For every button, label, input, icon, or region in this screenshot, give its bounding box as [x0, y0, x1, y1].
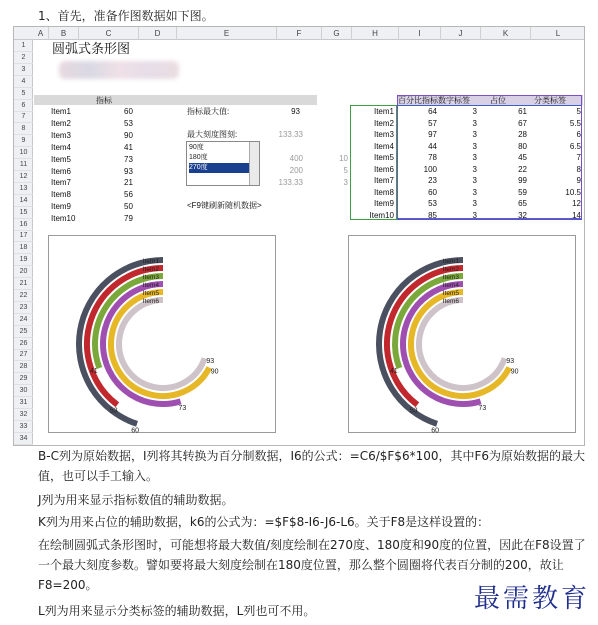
right-item-name[interactable]: Item5: [373, 153, 394, 162]
label-helper-value[interactable]: 3: [472, 107, 477, 116]
category-label: Item2: [442, 266, 459, 273]
right-item-name[interactable]: Item9: [373, 199, 394, 208]
list-option-selected[interactable]: 270度: [189, 163, 249, 173]
paragraph: L列为用来显示分类标签的辅助数据，L列也可不用。: [38, 604, 316, 618]
percent-value[interactable]: 60: [428, 187, 437, 197]
row-header[interactable]: 24: [14, 314, 33, 326]
row-header[interactable]: 14: [14, 195, 33, 207]
percent-value[interactable]: 57: [428, 118, 437, 128]
row-header[interactable]: 23: [14, 302, 33, 314]
column-header[interactable]: L: [531, 27, 585, 40]
column-header[interactable]: K: [481, 27, 531, 40]
item-name[interactable]: Item10: [51, 214, 76, 224]
column-header[interactable]: A: [33, 27, 49, 40]
item-name[interactable]: Item2: [51, 118, 72, 128]
f-value[interactable]: 133.33: [278, 178, 303, 187]
value-label: 93: [206, 358, 215, 366]
row-header[interactable]: 16: [14, 219, 33, 231]
percent-value[interactable]: 85: [428, 210, 437, 220]
category-label-value[interactable]: 5.5: [569, 118, 581, 128]
category-label: Item3: [142, 274, 159, 281]
category-label: Item1: [142, 258, 159, 265]
category-label: Item3: [442, 274, 459, 281]
refresh-note[interactable]: <F9键刷新随机数据>: [187, 201, 262, 210]
item-value[interactable]: 56: [124, 190, 133, 200]
placeholder-value[interactable]: 22: [518, 164, 527, 174]
row-header[interactable]: 2: [14, 52, 33, 64]
radial-chart-svg: [49, 236, 277, 434]
row-header[interactable]: 12: [14, 171, 33, 183]
row-header[interactable]: 18: [14, 242, 33, 254]
placeholder-value[interactable]: 80: [518, 141, 527, 151]
column-header[interactable]: E: [177, 27, 277, 40]
value-label: 90: [210, 368, 219, 376]
placeholder-value[interactable]: 65: [518, 199, 527, 208]
row-header[interactable]: 11: [14, 159, 33, 171]
intro-text: 1、首先，准备作图数据如下图。: [38, 9, 214, 23]
percent-value[interactable]: 64: [428, 107, 437, 116]
right-item-name[interactable]: Item7: [373, 176, 394, 185]
category-label-value[interactable]: 12: [572, 199, 581, 208]
item-value[interactable]: 90: [124, 130, 133, 140]
row-header[interactable]: 17: [14, 230, 33, 242]
percent-value[interactable]: 53: [428, 199, 437, 208]
item-name[interactable]: Item4: [51, 142, 72, 152]
item-value[interactable]: 93: [124, 166, 133, 176]
paragraph: 在绘制圆弧式条形图时，可能想将最大数值/刻度绘制在270度、180度和90度的位置，因此在F8设置了一个最大刻度参数。譬如要将最大刻度绘制在180度位置，那么整个圆圈将代表百分制的200，故让F8=200。: [38, 538, 586, 592]
degree-listbox[interactable]: [186, 141, 260, 186]
arc-series-item6: [419, 300, 505, 388]
right-header-j[interactable]: 数字标签: [438, 96, 470, 105]
right-item-name[interactable]: Item6: [373, 164, 394, 174]
item-name[interactable]: Item3: [51, 130, 72, 140]
category-label-value[interactable]: 8: [576, 164, 581, 174]
label-helper-value[interactable]: 3: [472, 153, 477, 162]
chart-right[interactable]: [348, 235, 576, 433]
list-option[interactable]: 180度: [189, 154, 208, 161]
g-value[interactable]: 3: [343, 178, 348, 187]
f-value[interactable]: 200: [289, 166, 303, 175]
item-value[interactable]: 21: [124, 178, 133, 188]
value-label: 93: [506, 358, 515, 366]
column-header[interactable]: H: [352, 27, 399, 40]
category-label: Item5: [142, 290, 159, 297]
radial-chart-svg: [349, 236, 577, 434]
column-header[interactable]: G: [322, 27, 352, 40]
category-label: Item4: [442, 282, 459, 289]
item-value[interactable]: 79: [124, 214, 133, 224]
row-header[interactable]: 20: [14, 266, 33, 278]
f-value[interactable]: 400: [289, 154, 303, 163]
row-header[interactable]: 26: [14, 338, 33, 350]
right-item-name[interactable]: Item3: [373, 130, 394, 139]
header-bar-left: [34, 95, 317, 105]
percent-value[interactable]: 23: [428, 176, 437, 185]
percent-value[interactable]: 44: [428, 141, 437, 151]
max-scale-label[interactable]: 最大刻度图刻:: [187, 130, 238, 139]
placeholder-value[interactable]: 99: [518, 176, 527, 185]
percent-value[interactable]: 97: [428, 130, 437, 139]
value-label: 53: [409, 407, 418, 415]
row-header[interactable]: 8: [14, 123, 33, 135]
right-item-name[interactable]: Item10: [369, 210, 394, 220]
right-item-name[interactable]: Item2: [373, 118, 394, 128]
right-header-i[interactable]: 百分比指标: [398, 96, 438, 105]
placeholder-value[interactable]: 59: [518, 187, 527, 197]
value-label: 53: [109, 407, 118, 415]
value-label: 60: [431, 427, 440, 434]
chart-left[interactable]: [48, 235, 276, 433]
right-item-name[interactable]: Item8: [373, 187, 394, 197]
category-label: Item6: [142, 298, 159, 305]
percent-value[interactable]: 100: [423, 164, 437, 174]
category-label-value[interactable]: 6.5: [569, 141, 581, 151]
row-header[interactable]: 32: [14, 409, 33, 421]
value-label: 90: [510, 368, 519, 376]
row-header[interactable]: 25: [14, 326, 33, 338]
category-label: Item5: [442, 290, 459, 297]
column-header[interactable]: B: [49, 27, 79, 40]
arc-series-item5: [111, 292, 209, 396]
category-label: Item2: [142, 266, 159, 273]
paragraph: K列为用来占位的辅助数据，k6的公式为：=$F$8-I6-J6-L6。关于F8是这样设置的：: [38, 515, 490, 529]
row-header[interactable]: 28: [14, 361, 33, 373]
category-label: Item6: [442, 298, 459, 305]
value-label: 73: [478, 405, 487, 413]
category-label-value[interactable]: 5: [576, 107, 581, 116]
spreadsheet: [13, 26, 585, 446]
row-header[interactable]: 6: [14, 100, 33, 112]
label-helper-value[interactable]: 3: [472, 199, 477, 208]
row-header[interactable]: 27: [14, 349, 33, 361]
label-helper-value[interactable]: 3: [472, 141, 477, 151]
placeholder-value[interactable]: 28: [518, 130, 527, 139]
row-header[interactable]: 10: [14, 147, 33, 159]
row-header[interactable]: 1: [14, 40, 33, 52]
placeholder-value[interactable]: 45: [518, 153, 527, 162]
value-label: 41: [89, 368, 98, 376]
category-label: Item4: [142, 282, 159, 289]
placeholder-value[interactable]: 32: [518, 210, 527, 220]
label-helper-value[interactable]: 3: [472, 210, 477, 220]
category-label-value[interactable]: 6: [576, 130, 581, 139]
row-header[interactable]: 29: [14, 373, 33, 385]
label-helper-value[interactable]: 3: [472, 164, 477, 174]
indicator-header[interactable]: 指标: [96, 96, 112, 105]
column-header[interactable]: F: [277, 27, 322, 40]
arc-series-item6: [119, 300, 205, 388]
row-header[interactable]: 22: [14, 290, 33, 302]
item-name[interactable]: Item8: [51, 190, 72, 200]
item-value[interactable]: 41: [124, 142, 133, 152]
row-header[interactable]: 15: [14, 207, 33, 219]
column-header[interactable]: J: [441, 27, 481, 40]
range-highlight-green: [350, 105, 397, 220]
right-header-l[interactable]: 分类标签: [534, 96, 566, 105]
item-name[interactable]: Item9: [51, 202, 72, 212]
label-helper-value[interactable]: 3: [472, 130, 477, 139]
max-value[interactable]: 93: [291, 107, 300, 116]
blurred-text: [59, 61, 179, 79]
item-value[interactable]: 53: [124, 118, 133, 128]
row-header[interactable]: 30: [14, 385, 33, 397]
category-label-value[interactable]: 14: [572, 210, 581, 220]
label-helper-value[interactable]: 3: [472, 187, 477, 197]
max-label[interactable]: 指标最大值:: [187, 107, 230, 116]
label-helper-value[interactable]: 3: [472, 118, 477, 128]
item-name[interactable]: Item7: [51, 178, 72, 188]
item-value[interactable]: 73: [124, 154, 133, 164]
label-helper-value[interactable]: 3: [472, 176, 477, 185]
column-headers: [14, 27, 584, 40]
row-header[interactable]: 3: [14, 64, 33, 76]
item-value[interactable]: 50: [124, 202, 133, 212]
placeholder-value[interactable]: 61: [518, 107, 527, 116]
row-header[interactable]: 21: [14, 278, 33, 290]
item-name[interactable]: Item1: [51, 107, 72, 116]
row-header[interactable]: 31: [14, 397, 33, 409]
right-header-k[interactable]: 占位: [490, 96, 506, 105]
placeholder-value[interactable]: 67: [518, 118, 527, 128]
row-header[interactable]: 13: [14, 183, 33, 195]
watermark-logo: 最需教育: [473, 584, 590, 614]
item-value[interactable]: 60: [124, 107, 133, 116]
row-header[interactable]: 4: [14, 76, 33, 88]
row-header[interactable]: 33: [14, 421, 33, 433]
range-highlight-purple: [397, 95, 582, 219]
value-label: 73: [178, 405, 187, 413]
column-header[interactable]: C: [79, 27, 139, 40]
percent-value[interactable]: 78: [428, 153, 437, 162]
g-value[interactable]: 5: [343, 166, 348, 175]
right-item-name[interactable]: Item1: [373, 107, 394, 116]
category-label: Item1: [442, 258, 459, 265]
list-option[interactable]: 90度: [189, 144, 204, 151]
listbox-scrollbar[interactable]: [249, 142, 259, 185]
column-header[interactable]: D: [139, 27, 177, 40]
value-label: 60: [131, 427, 140, 434]
arc-series-item5: [411, 292, 509, 396]
row-header[interactable]: 7: [14, 111, 33, 123]
row-headers: [14, 40, 33, 445]
max-scale-value[interactable]: 133.33: [278, 130, 303, 139]
column-header[interactable]: I: [399, 27, 441, 40]
category-label-value[interactable]: 10.5: [565, 187, 581, 197]
row-header[interactable]: 34: [14, 433, 33, 445]
item-name[interactable]: Item6: [51, 166, 72, 176]
g-value[interactable]: 10: [339, 154, 348, 163]
paragraph: B-C列为原始数据，I列将其转换为百分制数据，I6的公式：=C6/$F$6*100，其中F6为原始数据的最大值，也可以手工输入。: [38, 449, 586, 483]
row-header[interactable]: 19: [14, 254, 33, 266]
paragraph: J列为用来显示指标数值的辅助数据。: [38, 493, 234, 507]
row-header[interactable]: 9: [14, 135, 33, 147]
category-label-value[interactable]: 7: [576, 153, 581, 162]
right-item-name[interactable]: Item4: [373, 141, 394, 151]
value-label: 41: [389, 368, 398, 376]
row-header[interactable]: 5: [14, 88, 33, 100]
sheet-title[interactable]: 圆弧式条形图: [52, 42, 131, 57]
item-name[interactable]: Item5: [51, 154, 72, 164]
category-label-value[interactable]: 9: [576, 176, 581, 185]
